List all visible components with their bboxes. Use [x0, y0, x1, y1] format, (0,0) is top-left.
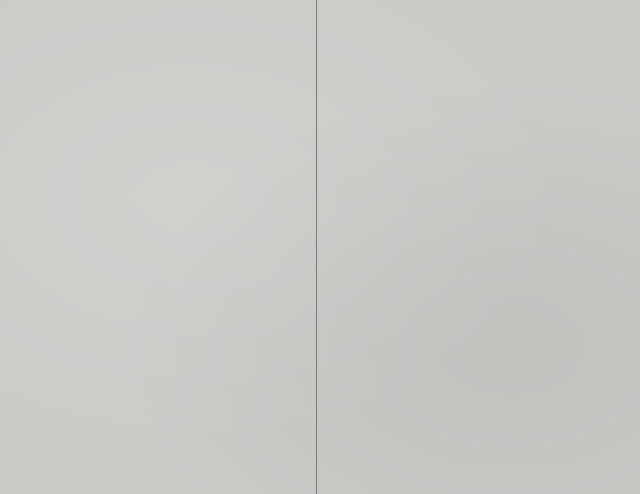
column-divider [316, 0, 317, 494]
